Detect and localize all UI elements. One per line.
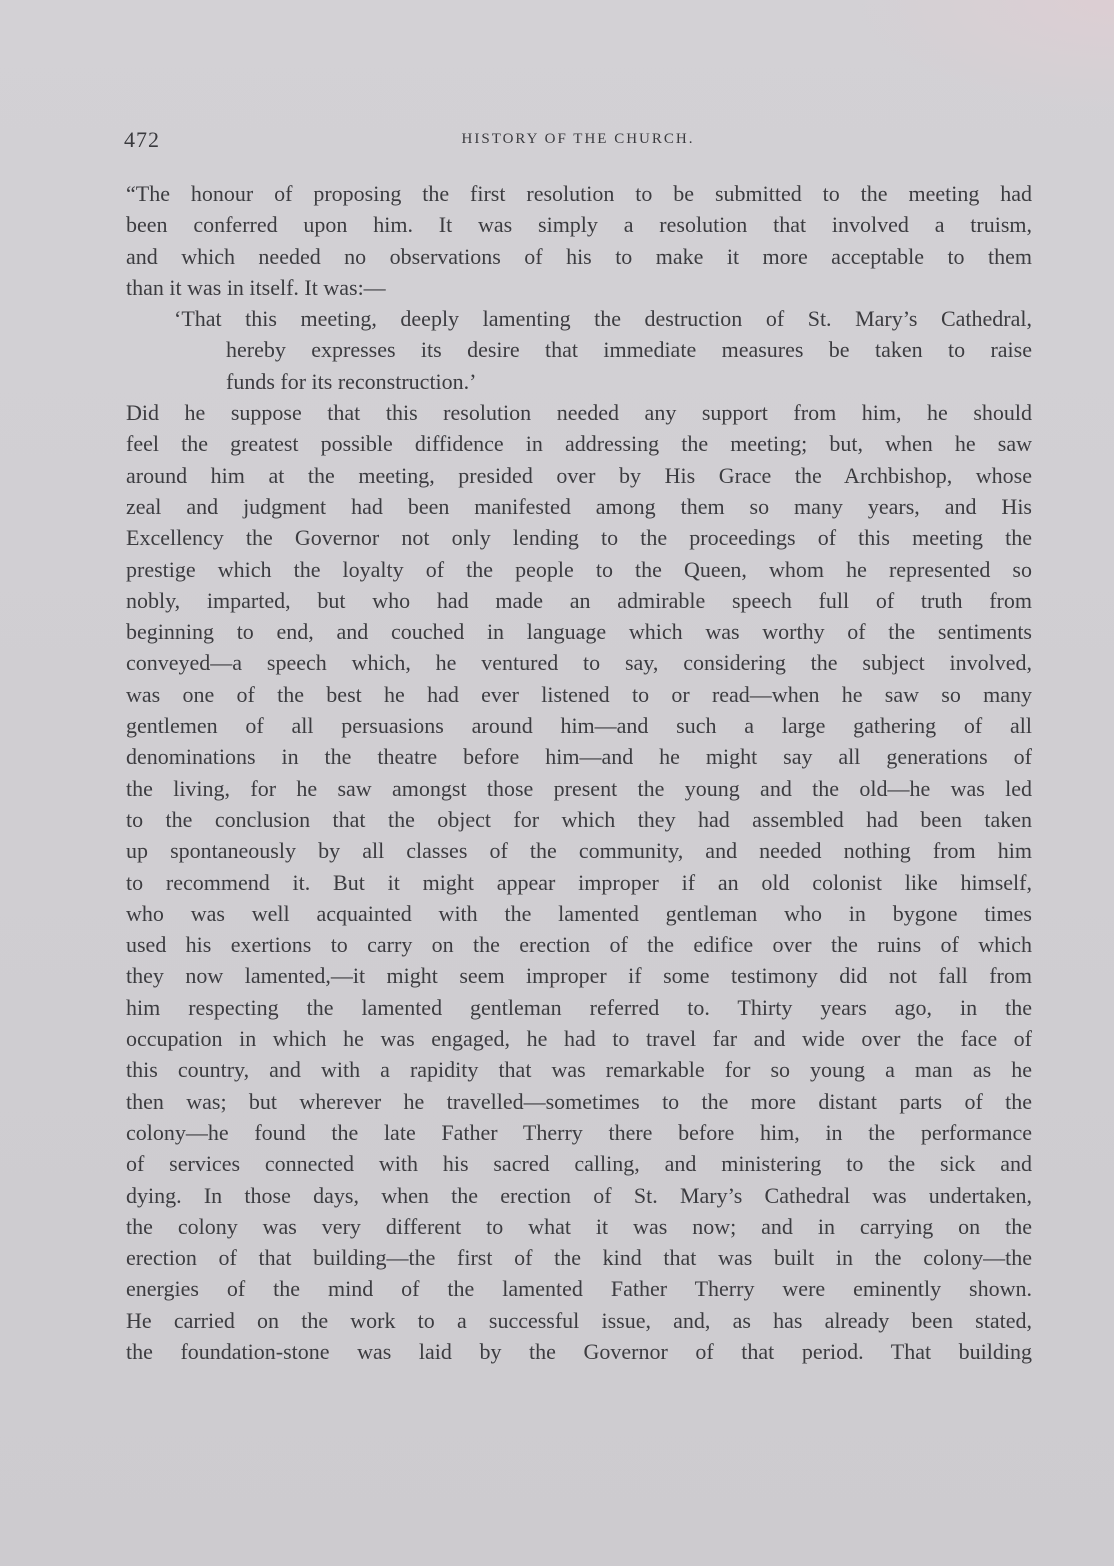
- text-line: been conferred upon him. It was simply a resolution that involved a truism,: [126, 212, 1032, 238]
- text-line: zeal and judgment had been manifested among them so many years, and His: [126, 493, 1032, 519]
- text-line: conveyed—a speech which, he ventured to say, considering the subject involved,: [126, 650, 1032, 676]
- text-line: they now lamented,—it might seem improper if some testimony did not fall from: [126, 963, 1032, 989]
- text-line: gentlemen of all persuasions around him—and such a large gathering of all: [126, 713, 1032, 739]
- text-line: around him at the meeting, presided over by His Grace the Archbishop, whose: [126, 462, 1032, 488]
- text-line: He carried on the work to a successful issue, and, as has already been stated,: [126, 1307, 1032, 1333]
- quote-line: funds for its reconstruction.’: [226, 368, 477, 394]
- text-line: prestige which the loyalty of the people to the Queen, whom he represented so: [126, 556, 1032, 582]
- page-body: [126, 178, 1032, 1367]
- quote-line: hereby expresses its desire that immediate measures be taken to raise: [226, 337, 1032, 363]
- text-line: and which needed no observations of his to make it more acceptable to them: [126, 243, 1032, 269]
- text-line: occupation in which he was engaged, he had to travel far and wide over the face of: [126, 1026, 1032, 1052]
- text-line: to recommend it. But it might appear improper if an old colonist like himself,: [126, 869, 1032, 895]
- text-line: the colony was very different to what it was now; and in carrying on the: [126, 1213, 1032, 1239]
- text-line: used his exertions to carry on the erection of the edifice over the ruins of which: [126, 932, 1032, 958]
- text-line: up spontaneously by all classes of the community, and needed nothing from him: [126, 838, 1032, 864]
- text-line: “The honour of proposing the first resolution to be submitted to the meeting had: [126, 181, 1032, 206]
- text-line: to the conclusion that the object for which they had assembled had been taken: [126, 806, 1032, 832]
- text-line: Excellency the Governor not only lending to the proceedings of this meeting the: [126, 525, 1032, 551]
- quote-line: ‘That this meeting, deeply lamenting the destruction of St. Mary’s Cathedral,: [174, 306, 1032, 332]
- paper-discoloration: [854, 0, 1114, 110]
- text-line: beginning to end, and couched in language which was worthy of the sentiments: [126, 619, 1032, 645]
- page-header: [124, 127, 1032, 157]
- text-line: the living, for he saw amongst those present the young and the old—he was led: [126, 775, 1032, 801]
- text-line: was one of the best he had ever listened to or read—when he saw so many: [126, 681, 1032, 707]
- text-line: feel the greatest possible diffidence in addressing the meeting; but, when he saw: [126, 431, 1032, 457]
- text-line: who was well acquainted with the lamented gentleman who in bygone times: [126, 900, 1032, 926]
- text-line: Did he suppose that this resolution needed any support from him, he should: [126, 400, 1032, 426]
- text-line: energies of the mind of the lamented Father Therry were eminently shown.: [126, 1276, 1032, 1302]
- text-line: this country, and with a rapidity that was remarkable for so young a man as he: [126, 1057, 1032, 1083]
- text-line: colony—he found the late Father Therry there before him, in the performance: [126, 1119, 1032, 1145]
- text-line: than it was in itself. It was:—: [126, 274, 386, 300]
- running-head: HISTORY OF THE CHURCH.: [461, 131, 695, 147]
- text-line: of services connected with his sacred calling, and ministering to the sick and: [126, 1151, 1032, 1177]
- text-line: erection of that building—the first of the kind that was built in the colony—the: [126, 1245, 1032, 1271]
- page-number: 472: [124, 127, 160, 152]
- text-line: then was; but wherever he travelled—sometimes to the more distant parts of the: [126, 1088, 1032, 1114]
- text-line: the foundation-stone was laid by the Governor of that period. That building: [126, 1338, 1032, 1364]
- text-line: him respecting the lamented gentleman referred to. Thirty years ago, in the: [126, 994, 1032, 1020]
- text-line: dying. In those days, when the erection of St. Mary’s Cathedral was undertaken,: [126, 1182, 1032, 1208]
- text-line: nobly, imparted, but who had made an admirable speech full of truth from: [126, 587, 1032, 613]
- text-line: denominations in the theatre before him—and he might say all generations of: [126, 744, 1032, 770]
